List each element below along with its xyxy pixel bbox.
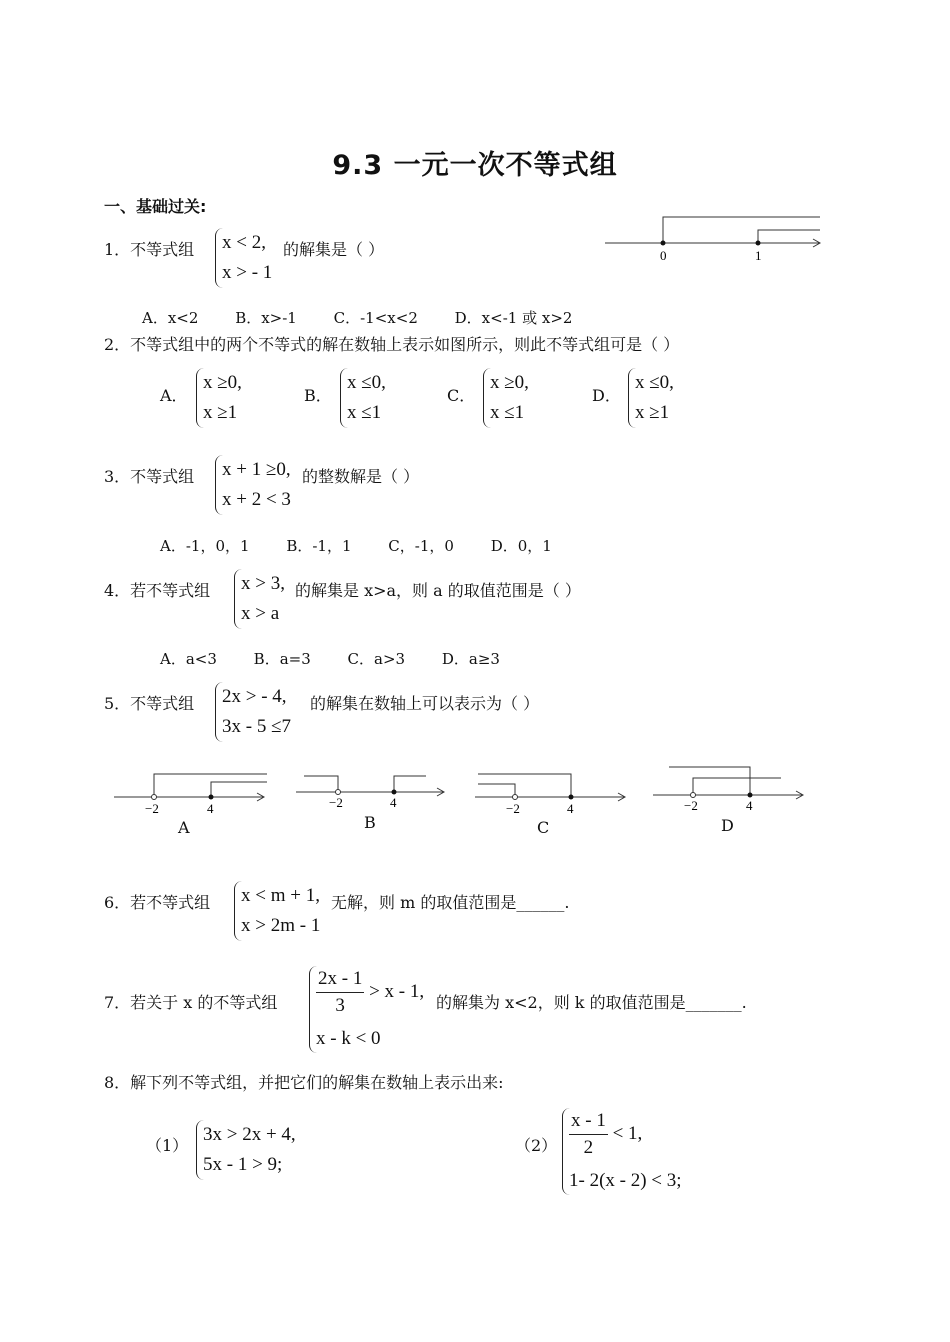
q5-c-label-m2: −2	[506, 801, 520, 815]
q8-p2-frac-numerator: x - 1	[569, 1108, 608, 1135]
q1-option-d[interactable]: D．x<-1 或 x>2	[454, 309, 573, 327]
q4-options	[160, 648, 532, 669]
q7-frac-denominator: 3	[335, 995, 345, 1016]
q2-option-a-system	[196, 368, 242, 428]
q2-a-line-2: x ≥1	[203, 402, 238, 423]
q1-tail: 的解集是（ ）	[283, 240, 385, 259]
q6-tail: 无解，则 m 的取值范围是______.	[331, 893, 570, 912]
q5-figure-a[interactable]	[112, 765, 272, 815]
q4-sys-line-1: x > 3,	[241, 573, 285, 594]
q5-d-label-4: 4	[746, 798, 753, 810]
q3-options	[160, 535, 584, 556]
q5-a-label-m2: −2	[145, 801, 159, 815]
q8-p2-frac-denominator: 2	[583, 1137, 594, 1158]
q2-option-c-label[interactable]: C．	[447, 386, 476, 405]
q3-option-c[interactable]: C，-1，0	[388, 537, 454, 555]
q5-tail: 的解集在数轴上可以表示为（ ）	[310, 694, 540, 713]
q1-system	[215, 228, 272, 288]
q4-option-d[interactable]: D．a≥3	[441, 650, 500, 668]
q8-stem: 8．解下列不等式组，并把它们的解集在数轴上表示出来:	[104, 1073, 504, 1092]
page-title: 9.3 一元一次不等式组	[332, 150, 618, 181]
q2-d-line-2: x ≥1	[635, 402, 670, 423]
q5-figure-c-label: C	[537, 818, 550, 837]
q2-option-d-system	[628, 368, 674, 428]
q2-d-line-1: x ≤0,	[635, 372, 674, 393]
q7-stem: 7．若关于 x 的不等式组	[104, 993, 278, 1012]
q1-number-line	[600, 210, 830, 270]
q7-frac-numerator: 2x - 1	[316, 966, 364, 993]
q8-part1-system	[196, 1120, 296, 1180]
q5-figure-d-label: D	[721, 816, 734, 835]
q2-option-b-label[interactable]: B．	[304, 386, 332, 405]
q5-sys-line-1: 2x > - 4,	[222, 686, 287, 707]
q4-system	[234, 569, 285, 629]
q2-option-d-label[interactable]: D．	[592, 386, 621, 405]
q7-tail: 的解集为 x<2，则 k 的取值范围是_______.	[436, 993, 747, 1012]
q1-label-1: 1	[755, 248, 762, 263]
q1-option-a[interactable]: A．x<2	[142, 309, 199, 327]
q2-c-line-2: x ≤1	[490, 402, 525, 423]
q8-p2-fraction	[569, 1108, 608, 1161]
q5-d-label-m2: −2	[684, 798, 698, 810]
q1-option-c[interactable]: C．-1<x<2	[333, 309, 418, 327]
q8-p1-line-1: 3x > 2x + 4,	[203, 1124, 296, 1145]
q3-option-a[interactable]: A．-1，0，1	[160, 537, 250, 555]
q1-label-0: 0	[660, 248, 667, 263]
q4-option-a[interactable]: A．a<3	[160, 650, 217, 668]
q5-figure-c[interactable]	[473, 765, 633, 815]
q7-frac-rest: > x - 1,	[369, 980, 425, 1002]
q3-sys-line-1: x + 1 ≥0,	[222, 459, 291, 480]
q7-sys-line-2: x - k < 0	[316, 1028, 381, 1049]
q8-part1-label: （1）	[146, 1136, 189, 1155]
q8-p1-line-2: 5x - 1 > 9;	[203, 1154, 283, 1175]
q4-option-b[interactable]: B．a=3	[253, 650, 311, 668]
q6-sys-line-1: x < m + 1,	[241, 885, 320, 906]
q1-stem: 1．不等式组	[104, 240, 195, 259]
q2-stem: 2．不等式组中的两个不等式的解在数轴上表示如图所示，则此不等式组可是（ ）	[104, 335, 680, 354]
q5-figure-b[interactable]	[294, 765, 454, 815]
q5-figure-a-label: A	[178, 818, 190, 837]
q2-option-a-label[interactable]: A．	[160, 386, 188, 405]
q1-options	[142, 307, 604, 328]
q3-system	[215, 455, 291, 515]
q7-fraction	[316, 966, 364, 1019]
q4-stem: 4．若不等式组	[104, 581, 211, 600]
q7-system	[309, 966, 424, 1053]
q3-option-d[interactable]: D．0，1	[490, 537, 552, 555]
q8-p2-line-1	[569, 1108, 682, 1161]
q1-sys-line-1: x < 2,	[222, 232, 266, 253]
q5-sys-line-2: 3x - 5 ≤7	[222, 716, 292, 737]
q3-sys-line-2: x + 2 < 3	[222, 489, 291, 510]
q3-option-b[interactable]: B．-1，1	[286, 537, 352, 555]
q6-system	[234, 881, 320, 941]
q5-b-label-m2: −2	[329, 795, 343, 810]
q6-stem: 6．若不等式组	[104, 893, 211, 912]
q8-part2-system	[562, 1108, 682, 1195]
q4-sys-line-2: x > a	[241, 603, 280, 624]
q2-b-line-2: x ≤1	[347, 402, 382, 423]
q5-figure-b-label: B	[364, 813, 376, 832]
q1-bracket-2	[758, 230, 820, 243]
q8-p2-frac-rest: < 1,	[612, 1122, 643, 1144]
q1-point-1	[756, 241, 761, 246]
section-heading: 一、基础过关:	[104, 197, 207, 216]
q3-stem: 3．不等式组	[104, 467, 195, 486]
q2-c-line-1: x ≥0,	[490, 372, 529, 393]
q5-a-label-4: 4	[207, 801, 214, 815]
q5-figure-d[interactable]	[651, 760, 811, 810]
q1-sys-line-2: x > - 1	[222, 262, 273, 283]
q6-sys-line-2: x > 2m - 1	[241, 915, 321, 936]
q4-option-c[interactable]: C．a>3	[347, 650, 406, 668]
q7-sys-line-1	[316, 966, 424, 1019]
q5-stem: 5．不等式组	[104, 694, 195, 713]
q8-part2-label: （2）	[515, 1136, 558, 1155]
q1-point-0	[661, 241, 666, 246]
q2-b-line-1: x ≤0,	[347, 372, 386, 393]
q5-c-label-4: 4	[567, 801, 574, 815]
q3-tail: 的整数解是（ ）	[302, 467, 420, 486]
q2-a-line-1: x ≥0,	[203, 372, 242, 393]
q5-system	[215, 682, 291, 742]
q2-option-c-system	[483, 368, 529, 428]
q2-option-b-system	[340, 368, 386, 428]
q8-p2-line-2: 1- 2(x - 2) < 3;	[569, 1170, 682, 1191]
q1-option-b[interactable]: B．x>-1	[235, 309, 297, 327]
q4-tail: 的解集是 x>a，则 a 的取值范围是（ ）	[295, 581, 581, 600]
q5-b-label-4: 4	[390, 795, 397, 810]
